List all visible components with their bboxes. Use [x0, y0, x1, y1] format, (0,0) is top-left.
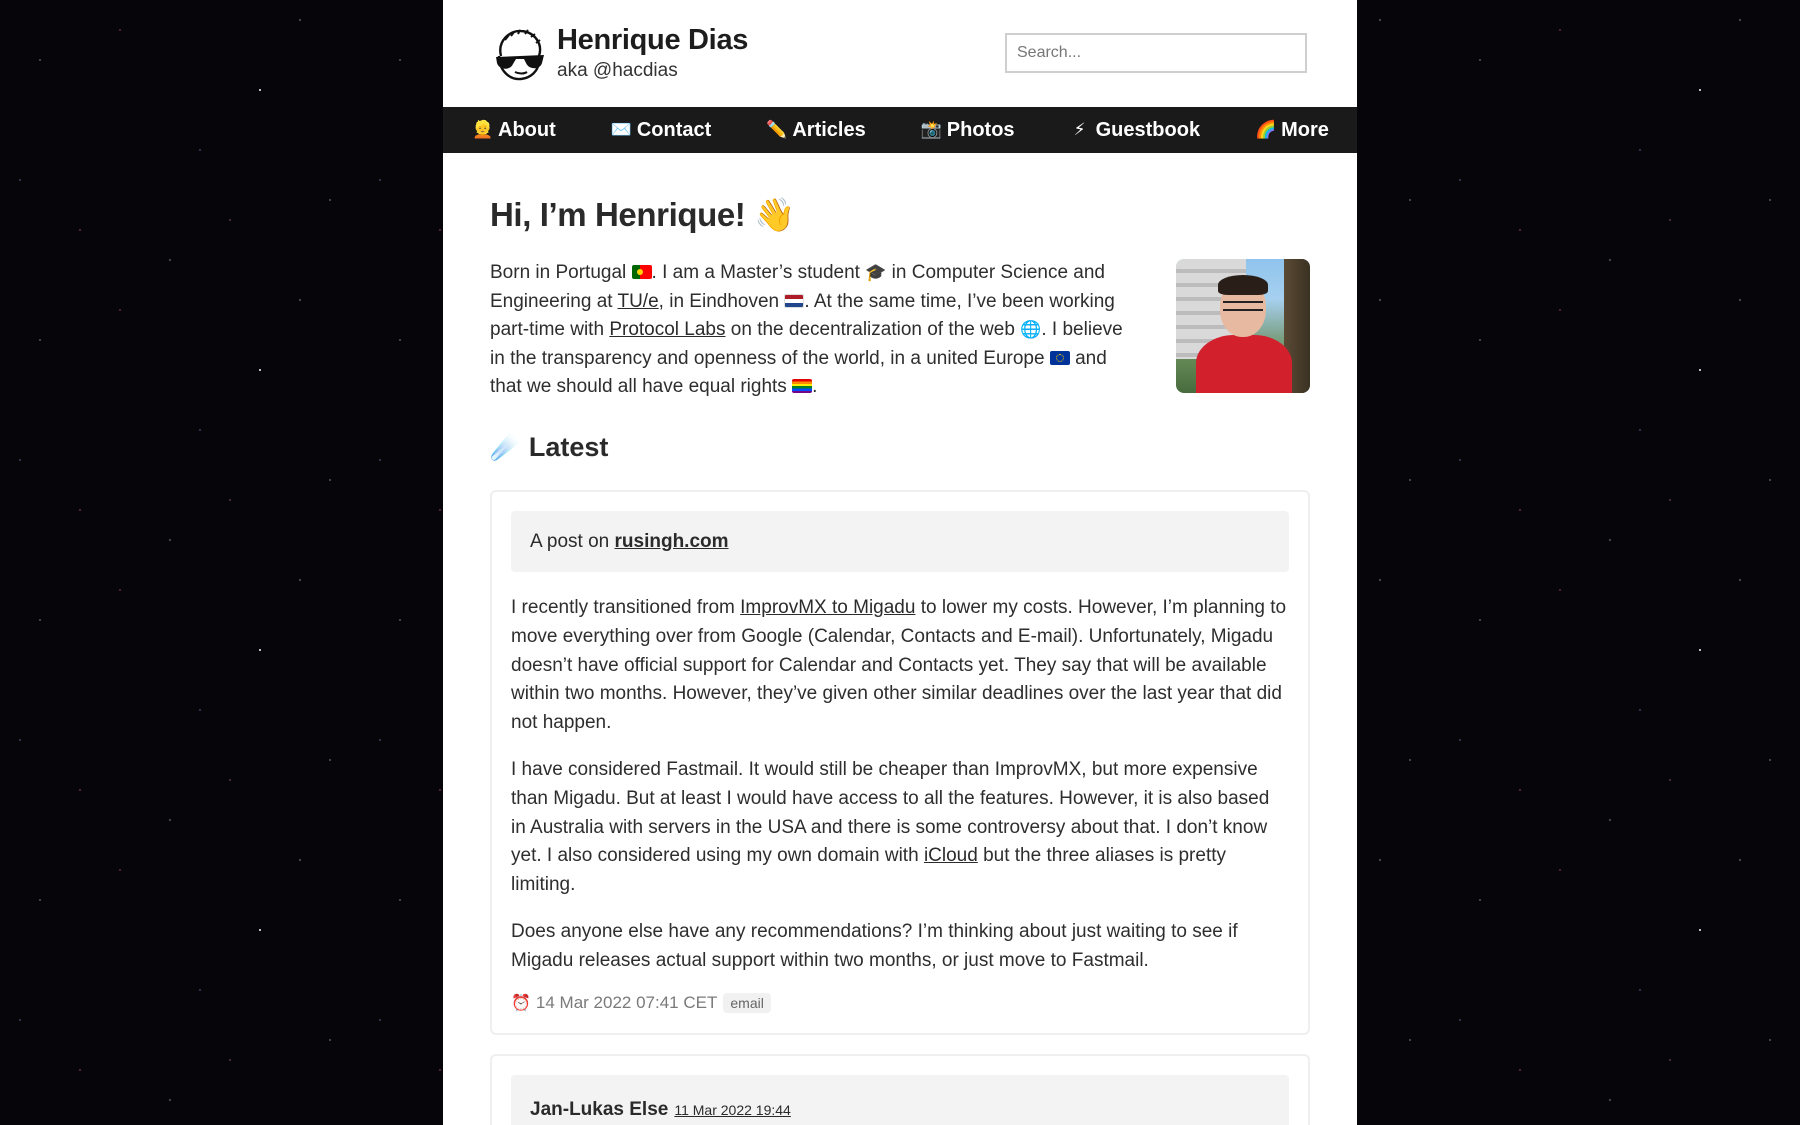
main-nav — [443, 107, 1357, 153]
nav-item-guestbook[interactable] — [1070, 119, 1200, 142]
site-title[interactable]: Henrique Dias — [557, 24, 749, 56]
post-context — [511, 1075, 1289, 1125]
page-title: Hi, I’m Henrique! 👋 — [490, 196, 795, 233]
eu-flag-icon — [1050, 351, 1070, 365]
post-paragraph: I recently transitioned from ImprovMX to Migadu to lower my costs. However, I’m planning to move everything over from Google (Calendar, Contacts and E-mail). Unfortunately, Migadu doesn’t have official support for Calendar and Contacts yet. They say that will be available within two months. However, they’ve given other similar deadlines over the last year that did not happen. — [511, 597, 1287, 733]
rainbow-flag-icon — [792, 379, 812, 393]
nav-item-more[interactable] — [1255, 119, 1329, 142]
nav-item-articles[interactable] — [766, 119, 865, 142]
envelope-icon: ✉️ — [610, 120, 632, 139]
globe-icon: 🌐 — [1020, 320, 1042, 340]
post-paragraph: Does anyone else have any recommendations? I’m thinking about just waiting to see if Migadu releases actual support within two months, or just move to Fastmail. — [511, 921, 1238, 971]
nav-label: Photos — [946, 118, 1015, 141]
nav-item-contact[interactable] — [611, 119, 711, 142]
nav-label: More — [1281, 118, 1329, 141]
page-container — [443, 0, 1357, 1125]
search-input[interactable] — [1005, 33, 1307, 73]
nav-label: Articles — [792, 118, 866, 141]
nav-item-about[interactable] — [472, 119, 556, 142]
nav-label: About — [498, 118, 556, 141]
pencil-icon: ✏️ — [766, 120, 788, 139]
alarm-clock-icon: ⏰ — [511, 994, 531, 1012]
post-date-link[interactable]: 11 Mar 2022 19:44 — [674, 1101, 791, 1118]
protocol-labs-link[interactable]: Protocol Labs — [609, 319, 726, 341]
comet-icon: ☄️ — [490, 434, 520, 462]
avatar-logo-icon[interactable] — [491, 26, 547, 82]
nav-label: Guestbook — [1095, 118, 1201, 141]
post-card — [490, 490, 1310, 1034]
post-context: A post on rusingh.com — [511, 511, 1289, 572]
site-header — [443, 0, 1357, 107]
icloud-link[interactable]: iCloud — [923, 845, 978, 867]
site-subtitle: aka @hacdias — [557, 60, 678, 81]
portugal-flag-icon — [632, 265, 652, 279]
profile-photo — [1176, 259, 1310, 393]
rainbow-icon: 🌈 — [1255, 120, 1277, 139]
post-author: Jan-Lukas Else — [530, 1098, 669, 1120]
post-card — [490, 1054, 1310, 1125]
latest-heading: ☄️ Latest — [490, 432, 609, 463]
main-content — [443, 195, 1357, 1125]
graduation-cap-icon: 🎓 — [865, 263, 887, 282]
person-icon: 👱 — [472, 120, 494, 139]
nav-label: Contact — [636, 118, 712, 141]
intro-text: Born in Portugal . I am a Master’s student 🎓 in Computer Science and Engineering at TU/e, in Eindhoven . At the same time, I’ve been working part-time with Protocol Labs on the decentralization of the web 🌐. I believe in the transparency and openness of the world, in a united Europe and that we should all have equal rights . — [490, 262, 1123, 398]
post-date[interactable]: 14 Mar 2022 07:41 CET — [535, 992, 718, 1012]
netherlands-flag-icon — [784, 294, 804, 308]
camera-icon: 📸 — [920, 120, 942, 139]
post-paragraph: I have considered Fastmail. It would still be cheaper than ImprovMX, but more expensive than Migadu. But at least I would have access to all the features. However, it is also based in Australia with servers in the USA and there is some controversy about that. I don’t know yet. I also considered using my own domain with iCloud but the three aliases is pretty limiting. — [511, 759, 1270, 895]
nav-item-photos[interactable] — [921, 119, 1015, 142]
post-meta — [511, 993, 1289, 1013]
intro-section — [490, 259, 1310, 402]
tue-link[interactable]: TU/e — [617, 290, 659, 312]
post-tag[interactable]: email — [723, 993, 770, 1013]
lightning-icon: ⚡ — [1073, 120, 1086, 139]
improvmx-migadu-link[interactable]: ImprovMX to Migadu — [740, 597, 916, 619]
post-source-link[interactable]: rusingh.com — [614, 530, 729, 552]
